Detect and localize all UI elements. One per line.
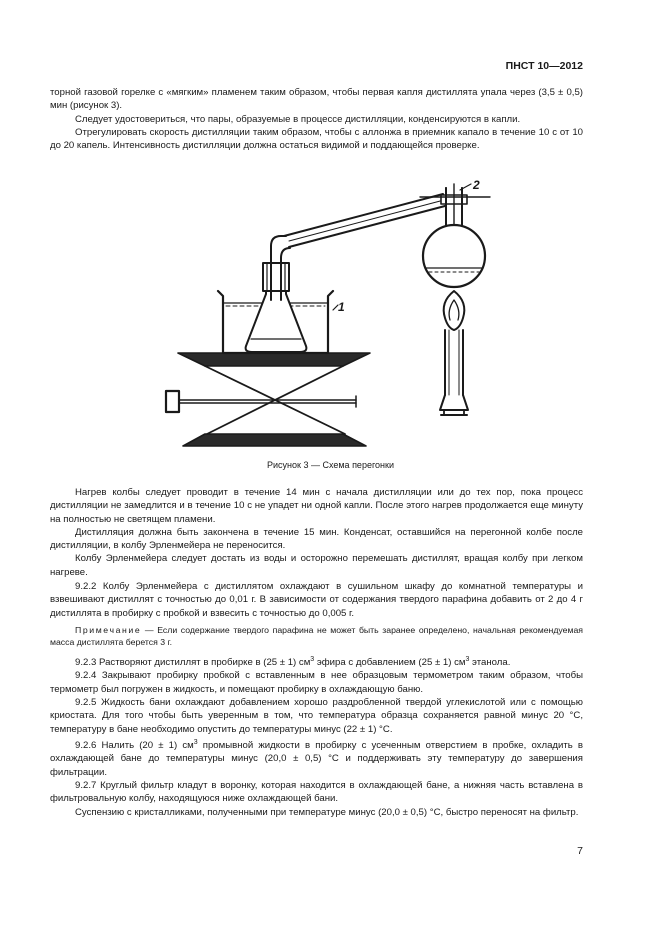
- paragraph: Отрегулировать скорость дистилляции таким образом, чтобы с аллонжа в приемник капало в течение 10 с от 10 до 20 капель. Интенсивность дистилляции должна остаться видимой и поддающейся проверке.: [50, 126, 583, 152]
- burner-tube: [445, 330, 463, 395]
- figure-label-1: 1: [338, 300, 345, 314]
- jack-top-plate: [178, 353, 370, 366]
- note: [50, 624, 583, 648]
- jack-handle: [166, 391, 179, 412]
- burner-flame: [444, 291, 465, 330]
- figure-label-2: 2: [473, 178, 480, 192]
- paragraph-9-2-4: 9.2.4 Закрывают пробирку пробкой с вставленным в нее образцовым термометром таким образом, чтобы термометр был погружен в жидкость, и помещают пробирку в охлаждающую баню.: [50, 670, 583, 695]
- page-number: 7: [577, 845, 583, 857]
- document-header: ПНСТ 10—2012: [505, 60, 583, 72]
- paragraph-9-2-3: 9.2.3 Растворяют дистиллят в пробирке в (25 ± 1) $см^3$ эфира с добавлением (25 ± 1) $см^3$ этанола.: [75, 655, 511, 669]
- paragraph: Суспензию с кристалликами, полученными при температуре минус (20,0 ± 0,5) °С, быстро переносят на фильтр.: [75, 806, 579, 818]
- text-block-main: [50, 486, 583, 819]
- paragraph-9-2-5: 9.2.5 Жидкость бани охлаждают добавлением хорошо раздробленной твердой углекислотой или с помощью криостата. Для того чтобы быть уверенным в том, что температура образца сохраняется равной минус 20 °С, температуру в бане необходимо опустить до температуры минус (22 ± 1) °С.: [50, 697, 583, 735]
- paragraph: Следует удостовериться, что пары, образуемые в процессе дистилляции, конденсируются в капли.: [75, 113, 521, 125]
- paragraph: торной газовой горелке с «мягким» пламенем таким образом, чтобы первая капля дистиллята упала через (3,5 ± 0,5) мин (рисунок 3).: [50, 87, 583, 112]
- paragraph: Дистилляция должна быть закончена в течение 15 мин. Конденсат, оставшийся на перегонной колбе после дистилляции, в колбу Эрленмейера не переносится.: [50, 526, 583, 552]
- paragraph-9-2-6: 9.2.6 Налить (20 ± 1) $см^3$ промывной жидкости в пробирку с усеченным отверстием в пробке, охладить в охлаждающей бане до температуры минус (20,0 ± 0,5) °С и поддерживать эту температуру до завершения фильтрации.: [50, 738, 583, 778]
- jack-bottom-plate: [183, 434, 366, 446]
- condenser-tube: [289, 206, 445, 247]
- burner-base: [440, 395, 468, 410]
- paragraph: 9.2.2 Колбу Эрленмейера с дистиллятом охлаждают в сушильном шкафу до комнатной температуры и взвешивают дистиллят с точностью до 0,01 г. В зависимости от содержания твердого парафина добавить от 2 до 4 г дистиллята в пробирку с пробкой и взвесить с точностью до 0,005 г.: [50, 581, 583, 619]
- note-text: — Если содержание твердого парафина не может быть заранее определено, начальная рекомендуемая масса дистиллята берется 3 г.: [50, 624, 583, 647]
- erlenmeyer-flask: [246, 288, 307, 352]
- figure-caption: Рисунок 3 — Схема перегонки: [267, 460, 394, 470]
- paragraph: Нагрев колбы следует проводит в течение 14 мин с начала дистилляции или до тех пор, пока процесс дистилляции не замедлится и в течение 10 с не упадет ни одной капли. После этого нагрев продолжается еще минуту на полностью не светящем пламени.: [50, 487, 583, 525]
- paragraph-9-2-7: 9.2.7 Круглый фильтр кладут в воронку, которая находится в охлаждающей бане, а нижняя часть вставлена в фильтровальную колбу, находящуюся ниже охлаждающей бани.: [50, 780, 583, 805]
- paragraph: Колбу Эрленмейера следует достать из воды и осторожно перемешать дистиллят, вращая колбу при легком нагреве.: [50, 553, 583, 578]
- note-label: Примечание: [75, 624, 142, 635]
- condenser-tube: [284, 194, 443, 236]
- round-bottom-flask: [423, 225, 485, 287]
